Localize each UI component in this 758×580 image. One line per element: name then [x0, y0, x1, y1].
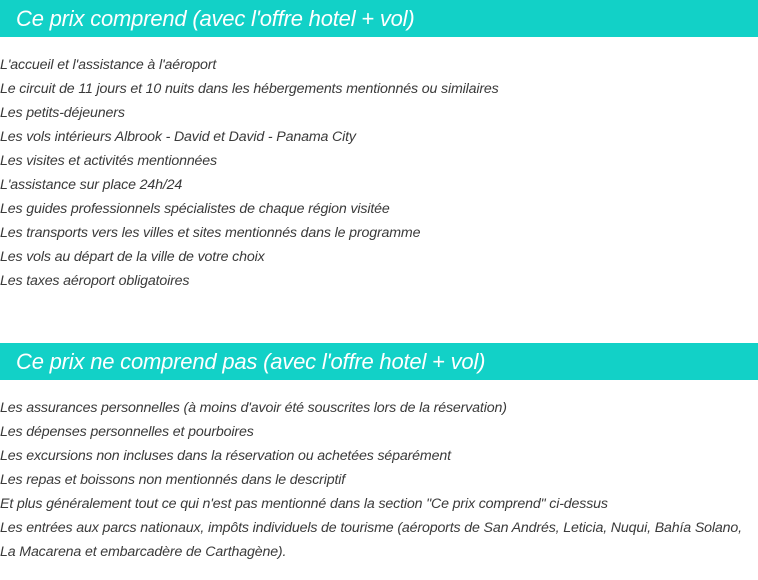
included-section-title: Ce prix comprend (avec l'offre hotel + vol)	[16, 6, 415, 31]
excluded-section-title: Ce prix ne comprend pas (avec l'offre hotel + vol)	[16, 349, 486, 374]
list-item: L'assistance sur place 24h/24	[0, 177, 183, 193]
list-item: Les entrées aux parcs nationaux, impôts individuels de tourisme (aéroports de San Andrés, Leticia, Nuqui, Bahía Solano, La Macarena et embarcadère de Carthagène).	[0, 520, 742, 560]
list-item: Les excursions non incluses dans la réservation ou achetées séparément	[0, 448, 451, 464]
list-item: Les vols au départ de la ville de votre choix	[0, 249, 265, 265]
list-item: Les dépenses personnelles et pourboires	[0, 424, 254, 440]
list-item: Les visites et activités mentionnées	[0, 153, 217, 169]
list-item: Les petits-déjeuners	[0, 105, 125, 121]
list-item: Et plus généralement tout ce qui n'est pas mentionné dans la section "Ce prix comprend" ci-dessus	[0, 496, 608, 512]
list-item: L'accueil et l'assistance à l'aéroport	[0, 57, 217, 73]
included-section-header	[0, 0, 758, 37]
list-item: Le circuit de 11 jours et 10 nuits dans les hébergements mentionnés ou similaires	[0, 81, 499, 97]
list-item: Les vols intérieurs Albrook - David et David - Panama City	[0, 129, 356, 145]
list-item: Les taxes aéroport obligatoires	[0, 273, 190, 289]
list-item: Les guides professionnels spécialistes de chaque région visitée	[0, 201, 390, 217]
excluded-items-list	[0, 396, 758, 564]
list-item: Les transports vers les villes et sites mentionnés dans le programme	[0, 225, 421, 241]
list-item: Les assurances personnelles (à moins d'avoir été souscrites lors de la réservation)	[0, 400, 507, 416]
list-item: Les repas et boissons non mentionnés dans le descriptif	[0, 472, 346, 488]
included-items-list	[0, 53, 758, 293]
excluded-section-header	[0, 343, 758, 380]
